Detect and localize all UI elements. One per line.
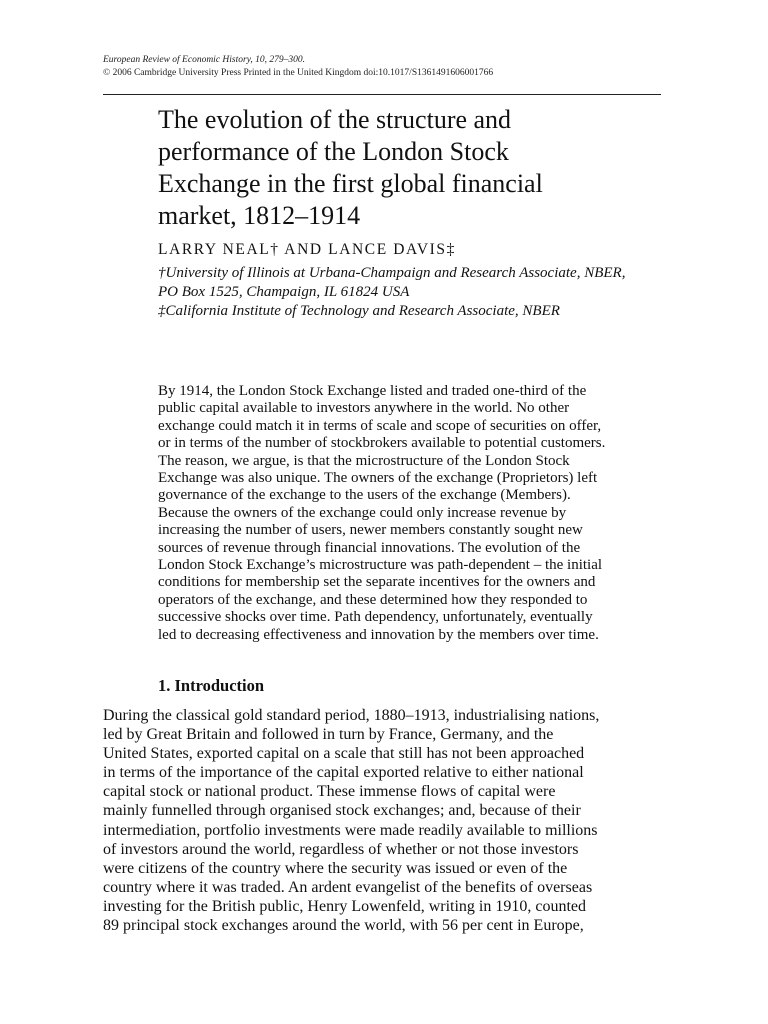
abstract-line: or in terms of the number of stockbrokers available to potential customers. (158, 435, 606, 452)
article-title (158, 104, 678, 232)
journal-citation: European Review of Economic History, 10, 279–300. (103, 55, 306, 65)
affiliation-line: †University of Illinois at Urbana-Champaign and Research Associate, NBER, (158, 265, 626, 281)
abstract-line: conditions for membership set the separate incentives for the owners and (158, 574, 596, 591)
abstract-line: The reason, we argue, is that the microstructure of the London Stock (158, 452, 570, 469)
abstract-line: operators of the exchange, and these determined how they responded to (158, 591, 588, 608)
body-line: of investors around the world, regardless of whether or not those investors (103, 840, 579, 858)
body-line: During the classical gold standard period, 1880–1913, industrialising nations, (103, 707, 600, 724)
abstract-line: London Stock Exchange’s microstructure was path-dependent – the initial (158, 557, 603, 574)
body-line: led by Great Britain and followed in turn by France, Germany, and the (103, 726, 554, 744)
abstract-line: governance of the exchange to the users of the exchange (Members). (158, 487, 571, 504)
abstract-line: public capital available to investors anywhere in the world. No other (158, 400, 570, 417)
abstract-line: sources of revenue through financial innovations. The evolution of the (158, 539, 581, 556)
abstract-line: increasing the number of users, newer members constantly sought new (158, 522, 583, 539)
body-line: country where it was traded. An ardent evangelist of the benefits of overseas (103, 878, 593, 896)
body-line: investing for the British public, Henry Lowenfeld, writing in 1910, counted (103, 897, 587, 915)
affiliation-line: PO Box 1525, Champaign, IL 61824 USA (158, 284, 410, 300)
affiliation-line: ‡California Institute of Technology and Research Associate, NBER (158, 303, 560, 319)
section-heading-introduction: 1. Introduction (158, 676, 265, 695)
abstract (158, 383, 668, 644)
body-line: in terms of the importance of the capital exported relative to either national (103, 764, 584, 782)
abstract-line: By 1914, the London Stock Exchange listed and traded one-third of the (158, 383, 587, 399)
introduction-body (103, 706, 661, 935)
title-line: performance of the London Stock (158, 137, 509, 166)
author-names: LARRY NEAL† AND LANCE DAVIS‡ (158, 241, 456, 258)
journal-copyright: © 2006 Cambridge University Press Printed in the United Kingdom doi:10.1017/S1361491606001766 (103, 68, 494, 78)
body-line: capital stock or national product. These immense flows of capital were (103, 783, 556, 801)
title-line: Exchange in the first global financial (158, 169, 543, 198)
title-line: market, 1812–1914 (158, 201, 361, 230)
title-line: The evolution of the structure and (158, 105, 512, 134)
abstract-line: Because the owners of the exchange could only increase revenue by (158, 504, 567, 521)
header-rule (103, 94, 661, 95)
body-line: intermediation, portfolio investments were made readily available to millions (103, 821, 598, 839)
abstract-line: exchange could match it in terms of scale and scope of securities on offer, (158, 417, 602, 434)
body-line: 89 principal stock exchanges around the world, with 56 per cent in Europe, (103, 917, 584, 935)
abstract-line: successive shocks over time. Path dependency, unfortunately, eventually (158, 609, 593, 626)
body-line: were citizens of the country where the security was issued or even of the (103, 859, 568, 877)
abstract-line: Exchange was also unique. The owners of the exchange (Proprietors) left (158, 470, 598, 487)
body-line: United States, exported capital on a scale that still has not been approached (103, 745, 585, 763)
abstract-line: led to decreasing effectiveness and innovation by the members over time. (158, 626, 599, 643)
body-line: mainly funnelled through organised stock exchanges; and, because of their (103, 802, 581, 820)
journal-header (103, 54, 673, 80)
